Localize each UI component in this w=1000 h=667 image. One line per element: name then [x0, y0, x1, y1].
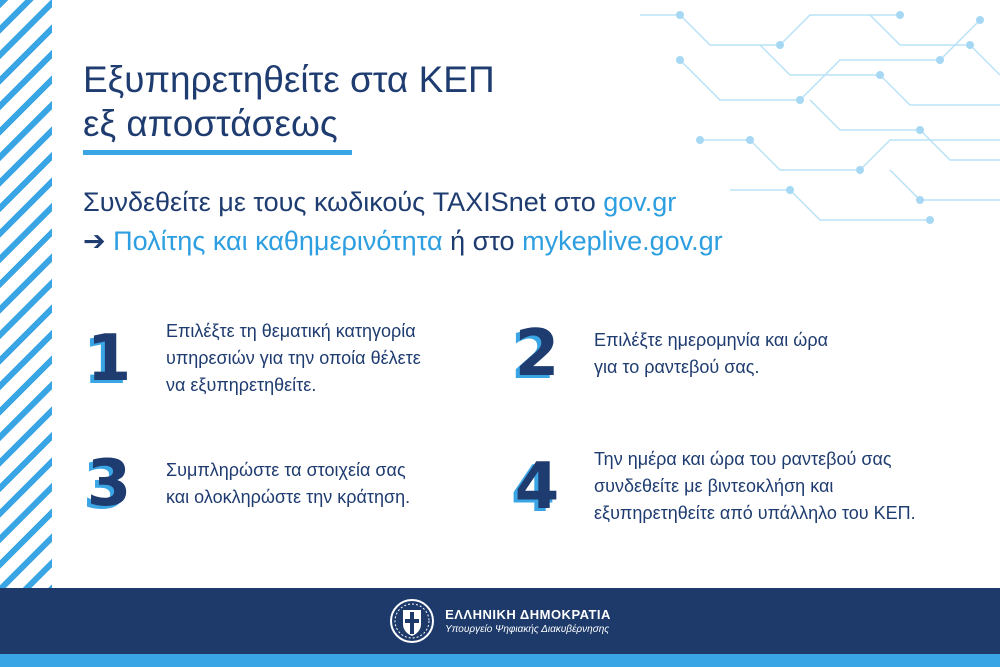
title-underline: [83, 150, 352, 155]
step-2: [506, 317, 828, 391]
step-4-text: Την ημέρα και ώρα του ραντεβού σας συνδεθείτε με βιντεοκλήση και εξυπηρετηθείτε από υπάλληλο του ΚΕΠ.: [594, 449, 916, 523]
decorative-stripes: [0, 0, 52, 590]
footer-text: [445, 607, 611, 635]
footer-accent-bar: [0, 654, 1000, 667]
title-line-1: Εξυπηρετηθείτε στα ΚΕΠ: [83, 59, 495, 100]
step-2-text: Επιλέξτε ημερομηνία και ώρα για το ραντεβού σας.: [594, 330, 828, 377]
step-3-text: Συμπληρώστε τα στοιχεία σας και ολοκληρώστε την κράτηση.: [166, 460, 411, 507]
gov-gr-link[interactable]: gov.gr: [603, 187, 677, 217]
citizen-everyday-link[interactable]: Πολίτης και καθημερινότητα: [113, 226, 443, 257]
title-line-2-text: εξ αποστάσεως: [83, 103, 338, 145]
step-4: [506, 446, 916, 527]
step-4-number: 4: [514, 449, 560, 524]
step-2-number: 2: [514, 317, 560, 391]
instructions-line-1-text: Συνδεθείτε με τους κωδικούς TAXISnet στο: [83, 187, 604, 217]
step-3: [78, 447, 411, 521]
ministry-label: Υπουργείο Ψηφιακής Διακυβέρνησης: [445, 624, 610, 635]
instructions-line-2-text: ή στο: [442, 226, 523, 257]
step-1-text: Επιλέξτε τη θεματική κατηγορία υπηρεσιών για την οποία θέλετε να εξυπηρετηθείτε.: [166, 321, 421, 395]
instructions-text: [83, 183, 723, 261]
page-title: [83, 58, 495, 147]
step-1: [78, 318, 421, 399]
step-3-number: 3: [86, 447, 132, 521]
step-1-number: 1: [86, 321, 132, 396]
hellenic-republic-label: ΕΛΛΗΝΙΚΗ ΔΗΜΟΚΡΑΤΙΑ: [445, 607, 611, 622]
footer: [0, 588, 1000, 654]
greek-coat-of-arms-icon: [389, 598, 435, 644]
title-line-2: [83, 102, 338, 146]
mykeplive-link[interactable]: mykeplive.gov.gr: [522, 226, 723, 257]
arrow-right-icon: ➔: [83, 226, 106, 257]
